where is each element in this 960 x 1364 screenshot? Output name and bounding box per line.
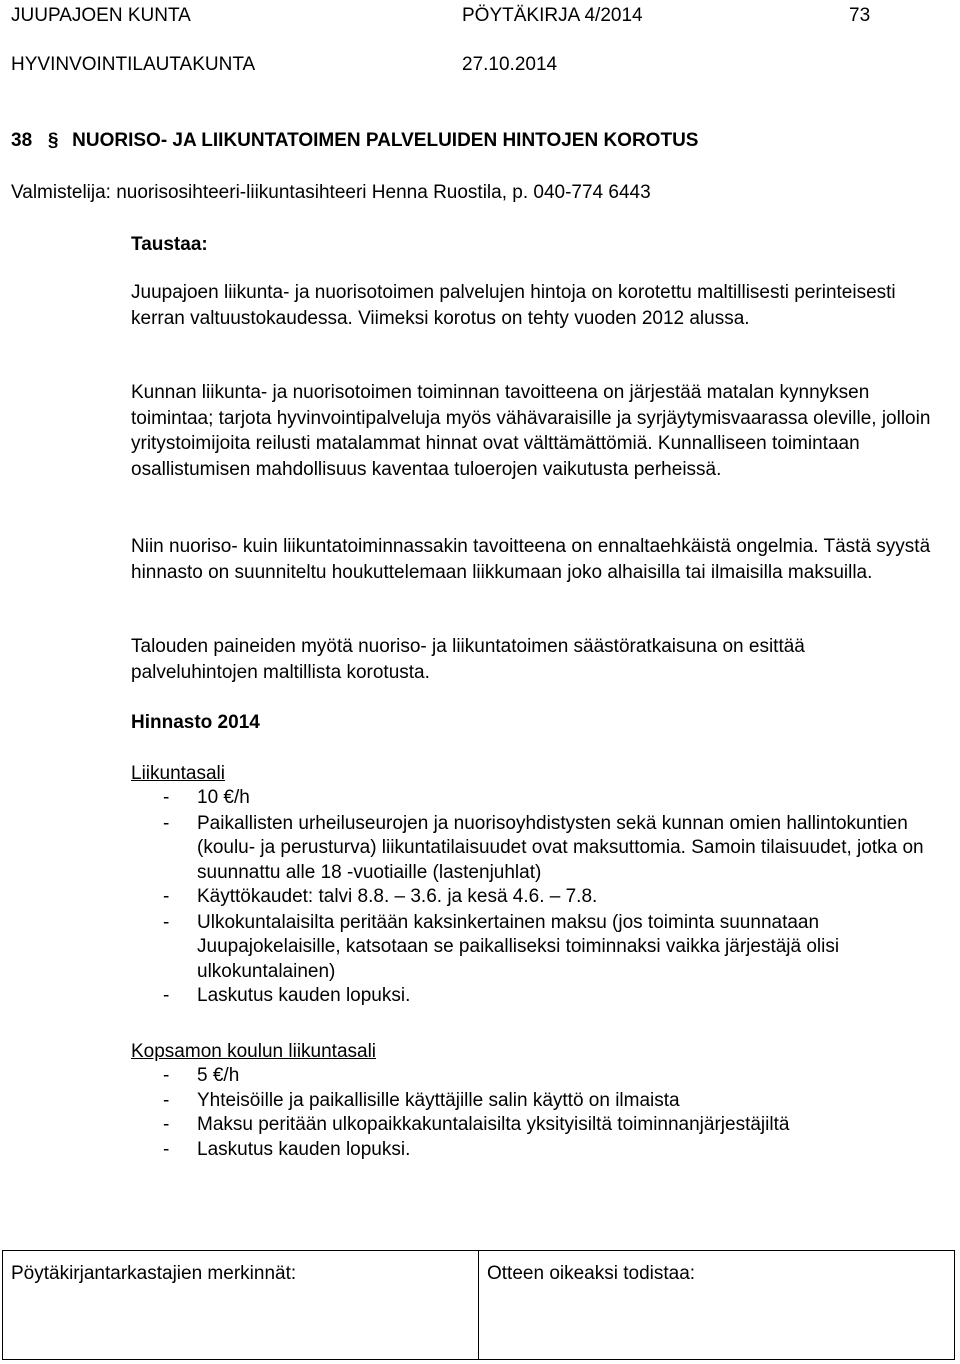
header-municipality: JUUPAJOEN KUNTA — [11, 5, 191, 26]
list-item: - Ulkokuntalaisilta peritään kaksinkertainen maksu (jos toiminta suunnataan Juupajokelaisille, katsotaan se paikalliseksi toiminnaksi vaikka järjestäjä olisi ulkokuntalainen) — [163, 911, 840, 982]
header-page-number: 73 — [849, 5, 871, 26]
price-list-heading: Hinnasto 2014 — [131, 712, 260, 733]
venue-liikuntasali-heading: Liikuntasali — [131, 763, 225, 784]
list-item: - 5 €/h — [163, 1065, 240, 1086]
venue-kopsamo-list — [163, 1064, 943, 1162]
section-title: NUORISO- JA LIIKUNTATOIMEN PALVELUIDEN HINTOJEN KOROTUS — [72, 130, 699, 151]
venue-liikuntasali-list — [163, 786, 943, 1009]
list-item: - Laskutus kauden lopuksi. — [163, 985, 411, 1006]
section-mark: § — [47, 130, 59, 151]
header-protocol: PÖYTÄKIRJA 4/2014 — [462, 5, 643, 26]
venue-kopsamo-heading: Kopsamon koulun liikuntasali — [131, 1041, 377, 1062]
footer-inspectors-label: Pöytäkirjantarkastajien merkinnät: — [11, 1263, 297, 1284]
header-committee: HYVINVOINTILAUTAKUNTA — [11, 54, 256, 75]
footer-inspectors-cell — [3, 1251, 479, 1360]
paragraph-1: Juupajoen liikunta- ja nuorisotoimen palvelujen hintoja on korotettu maltillisesti perinteisesti kerran valtuustokaudessa. Viimeksi korotus on tehty vuoden 2012 alussa. — [131, 282, 896, 329]
footer-signature-table — [2, 1250, 955, 1360]
section-number: 38 — [11, 130, 33, 151]
paragraph-4: Talouden paineiden myötä nuoriso- ja liikuntatoimen säästöratkaisuna on esittää palveluhintojen maltillista korotusta. — [131, 636, 805, 683]
footer-certified-cell — [479, 1251, 955, 1360]
preparer-line: Valmistelija: nuorisosihteeri-liikuntasihteeri Henna Ruostila, p. 040-774 6443 — [11, 182, 651, 203]
list-item: - Yhteisöille ja paikallisille käyttäjille salin käyttö on ilmaista — [163, 1089, 680, 1111]
list-item: - 10 €/h — [163, 787, 250, 808]
footer-certified-label: Otteen oikeaksi todistaa: — [487, 1263, 696, 1284]
section-heading — [11, 128, 698, 153]
list-item: - Paikallisten urheiluseurojen ja nuorisoyhdistysten sekä kunnan omien hallintokuntien (koulu- ja perusturva) liikuntatilaisuudet ovat maksuttomia. Samoin tilaisuudet, jotka on suunnattu alle 18 -vuotiaille (lastenjuhlat) — [163, 812, 924, 883]
list-item: - Käyttökaudet: talvi 8.8. – 3.6. ja kesä 4.6. – 7.8. — [163, 886, 598, 907]
background-heading: Taustaa: — [131, 234, 208, 255]
list-item: - Laskutus kauden lopuksi. — [163, 1138, 411, 1160]
header-date: 27.10.2014 — [462, 54, 558, 75]
paragraph-3: Niin nuoriso- kuin liikuntatoiminnassakin tavoitteena on ennaltaehkäistä ongelmia. Tästä syystä hinnasto on suunniteltu houkuttelemaan liikkumaan joko alhaisilla tai ilmaisilla maksuilla. — [131, 536, 931, 583]
paragraph-2: Kunnan liikunta- ja nuorisotoimen toiminnan tavoitteena on järjestää matalan kynnyksen toimintaa; tarjota hyvinvointipalveluja myös vähävaraisille ja syrjäytymisvaarassa oleville, jolloin yritystoimijoita reilusti matalammat hinnat ovat välttämättömiä. Kunnalliseen toimintaan osallistumisen mahdollisuus kaventaa tuloerojen vaikutusta perheissä. — [131, 382, 931, 480]
list-item: - Maksu peritään ulkopaikkakuntalaisilta yksityisiltä toiminnanjärjestäjiltä — [163, 1114, 790, 1135]
